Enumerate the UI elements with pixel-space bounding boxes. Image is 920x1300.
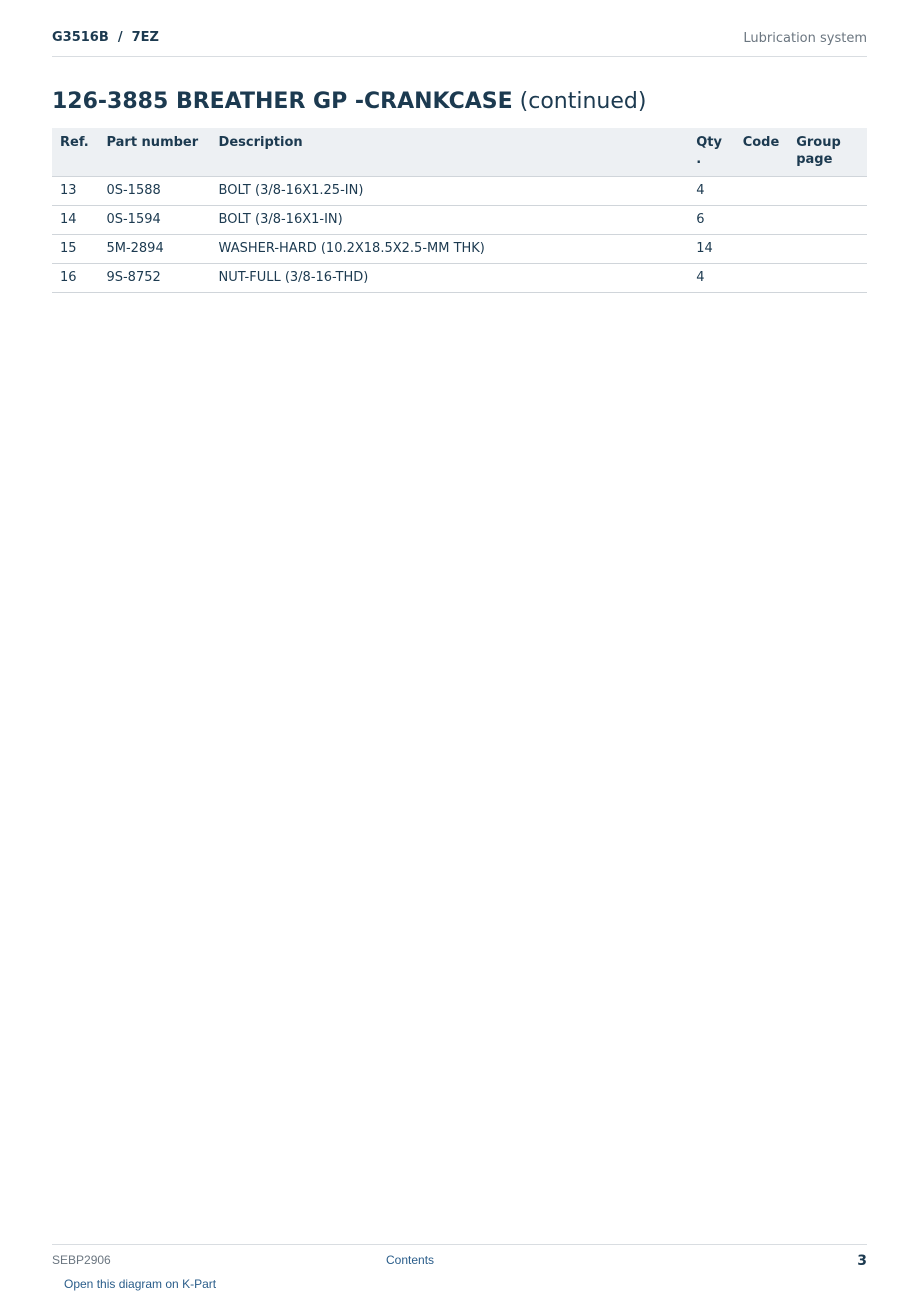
continued-label: (continued): [519, 89, 647, 114]
section-name: Lubrication system: [743, 31, 867, 46]
table-row: [52, 206, 867, 235]
parts-table: [52, 128, 867, 293]
cell-description: BOLT (3/8-16X1.25-IN): [211, 177, 689, 206]
col-header-qty: Qty .: [688, 128, 734, 177]
page-header: [52, 29, 867, 57]
part-group-title: 126-3885 BREATHER GP -CRANKCASE: [52, 89, 513, 114]
cell-ref: 16: [52, 264, 98, 293]
cell-code: [735, 177, 789, 206]
cell-code: [735, 235, 789, 264]
kpart-diagram-link[interactable]: Open this diagram on K-Part: [64, 1277, 217, 1291]
model-serial: G3516B / 7EZ: [52, 30, 159, 45]
page-number: 3: [857, 1253, 867, 1269]
page-footer: [52, 1244, 867, 1295]
cell-code: [735, 264, 789, 293]
cell-description: BOLT (3/8-16X1-IN): [211, 206, 689, 235]
table-row: [52, 177, 867, 206]
cell-qty: 4: [688, 264, 734, 293]
cell-ref: 13: [52, 177, 98, 206]
cell-part-number: 9S-8752: [98, 264, 210, 293]
col-header-ref: Ref.: [52, 128, 98, 177]
cell-part-number: 0S-1594: [98, 206, 210, 235]
col-header-part-number: Part number: [98, 128, 210, 177]
page-title: [52, 89, 646, 114]
cell-part-number: 5M-2894: [98, 235, 210, 264]
col-header-description: Description: [211, 128, 689, 177]
contents-link[interactable]: Contents: [386, 1253, 435, 1267]
document-id: SEBP2906: [52, 1253, 111, 1267]
table-row: [52, 264, 867, 293]
cell-part-number: 0S-1588: [98, 177, 210, 206]
cell-description: NUT-FULL (3/8-16-THD): [211, 264, 689, 293]
cell-ref: 15: [52, 235, 98, 264]
table-row: [52, 235, 867, 264]
cell-qty: 6: [688, 206, 734, 235]
col-header-group-page: Group page: [788, 128, 867, 177]
cell-group-page: [788, 264, 867, 293]
cell-description: WASHER-HARD (10.2X18.5X2.5-MM THK): [211, 235, 689, 264]
cell-qty: 4: [688, 177, 734, 206]
col-header-code: Code: [735, 128, 789, 177]
cell-qty: 14: [688, 235, 734, 264]
cell-code: [735, 206, 789, 235]
cell-group-page: [788, 235, 867, 264]
cell-group-page: [788, 206, 867, 235]
cell-ref: 14: [52, 206, 98, 235]
cell-group-page: [788, 177, 867, 206]
table-header-row: [52, 128, 867, 177]
